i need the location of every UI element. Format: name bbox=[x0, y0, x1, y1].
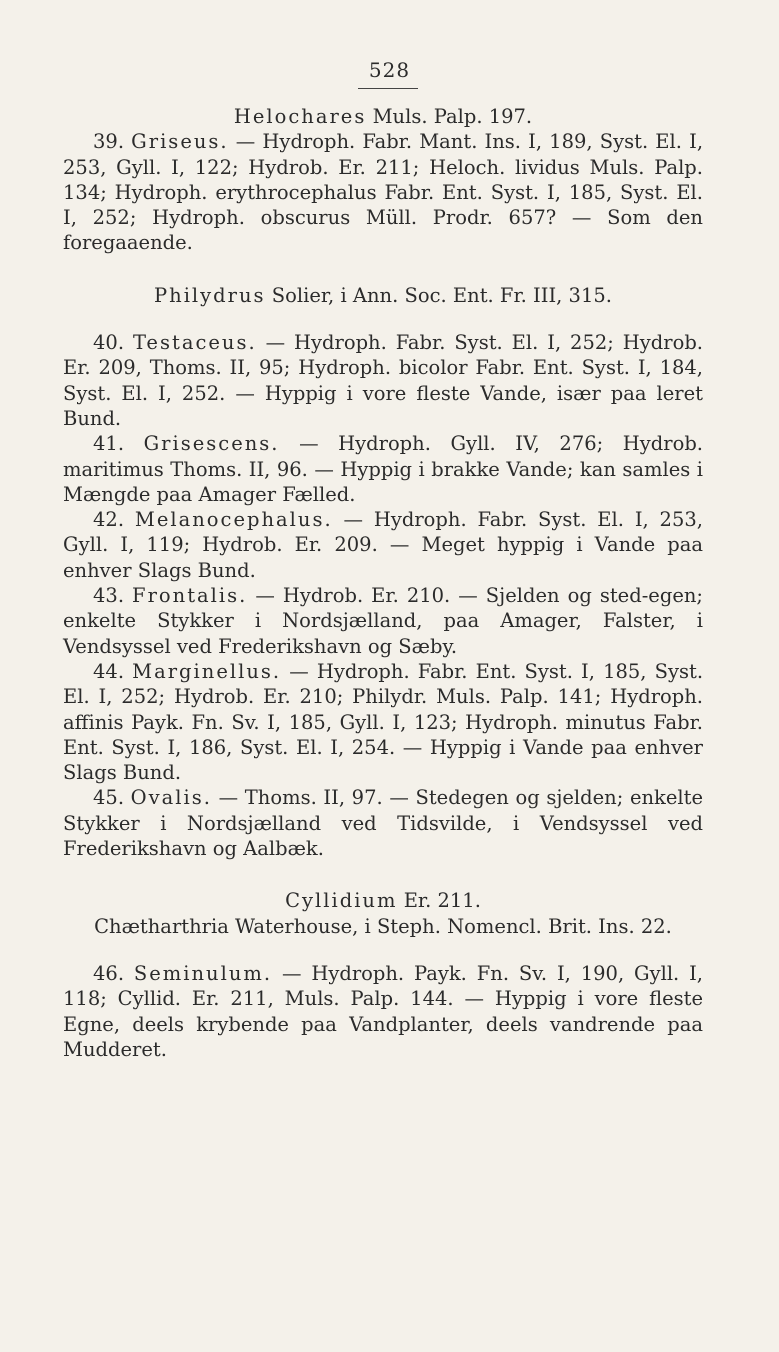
genus-heading-helochares bbox=[63, 104, 703, 129]
page-number: 528 bbox=[368, 58, 411, 82]
species-name: Marginellus. bbox=[132, 659, 282, 683]
species-name: Griseus. bbox=[131, 130, 229, 154]
genus-authority: Solier, i Ann. Soc. Ent. Fr. III, 315. bbox=[271, 283, 612, 307]
species-entry-44: 44. Marginellus. — Hydroph. Fabr. Ent. Syst. I, 185, Syst. El. I, 252; Hydrob. Er. 210; Philydr. Muls. Palp. 141; Hydroph. affinis Payk. Fn. Sv. I, 185, Gyll. I, 123; Hydroph. minutus Fabr. Ent. Syst. I, 186, Syst. El. I, 254. — Hyppig i Vande paa enhver Slags Bund. bbox=[63, 659, 704, 785]
genus-name: Philydrus bbox=[154, 283, 266, 307]
species-name: Melanocephalus. bbox=[134, 508, 333, 532]
species-entry-40: 40. Testaceus. — Hydroph. Fabr. Syst. El. I, 252; Hydrob. Er. 209, Thoms. II, 95; Hydroph. bicolor Fabr. Ent. Syst. I, 184, Syst. El. I, 252. — Hyppig i vore fleste Vande, især paa leret Bund. bbox=[63, 331, 704, 430]
genus-synonym: Chætharthria Waterhouse, i Steph. Nomencl. Brit. Ins. 22. bbox=[94, 914, 672, 938]
species-name: Testaceus. bbox=[132, 331, 257, 355]
page-number-rule bbox=[358, 88, 418, 89]
species-name: Grisescens. bbox=[143, 432, 280, 456]
species-entry-42: 42. Melanocephalus. — Hydroph. Fabr. Syst. El. I, 253, Gyll. I, 119; Hydrob. Er. 209. — Meget hyppig i Vande paa enhver Slags Bund. bbox=[63, 508, 703, 582]
species-entry-43: 43. Frontalis. — Hydrob. Er. 210. — Sjelden og sted-egen; enkelte Stykker i Nordsjælland, paa Amager, Falster, i Vendsyssel ved Frederikshavn og Sæby. bbox=[63, 584, 703, 658]
genus-name: Helochares bbox=[233, 105, 367, 128]
species-entry-46: 46. Seminulum. — Hydroph. Payk. Fn. Sv. I, 190, Gyll. I, 118; Cyllid. Er. 211, Muls. Palp. 144. — Hyppig i vore fleste Egne, deels krybende paa Vandplanter, deels vandrende paa Mudderet. bbox=[63, 961, 704, 1061]
species-name: Frontalis. bbox=[132, 584, 248, 608]
body-text bbox=[63, 104, 703, 1062]
genus-authority: Er. 211. bbox=[403, 889, 481, 913]
species-name: Ovalis. bbox=[130, 786, 212, 810]
genus-authority: Muls. Palp. 197. bbox=[372, 105, 533, 128]
species-entry-41: 41. Grisescens. — Hydroph. Gyll. IV, 276; Hydrob. maritimus Thoms. II, 96. — Hyppig i brakke Vande; kan samles i Mængde paa Amager Fælled. bbox=[63, 432, 704, 506]
genus-heading-philydrus bbox=[63, 283, 703, 308]
species-entry-45: 45. Ovalis. — Thoms. II, 97. — Stedegen og sjelden; enkelte Stykker i Nordsjælland ved Tidsvilde, i Vendsyssel ved Frederikshavn og Aalbæk. bbox=[63, 786, 704, 861]
genus-name: Cyllidium bbox=[285, 889, 398, 913]
genus-heading-cyllidium bbox=[63, 888, 703, 913]
species-name: Seminulum. bbox=[133, 961, 273, 985]
species-entry-39: 39. Griseus. — Hydroph. Fabr. Mant. Ins. I, 189, Syst. El. I, 253, Gyll. I, 122; Hydrob. Er. 211; Heloch. lividus Muls. Palp. 134; Hydroph. erythrocephalus Fabr. Ent. Syst. I, 185, Syst. El. I, 252; Hydroph. obscurus Müll. Prodr. 657? — Som den foregaaende. bbox=[63, 130, 704, 255]
